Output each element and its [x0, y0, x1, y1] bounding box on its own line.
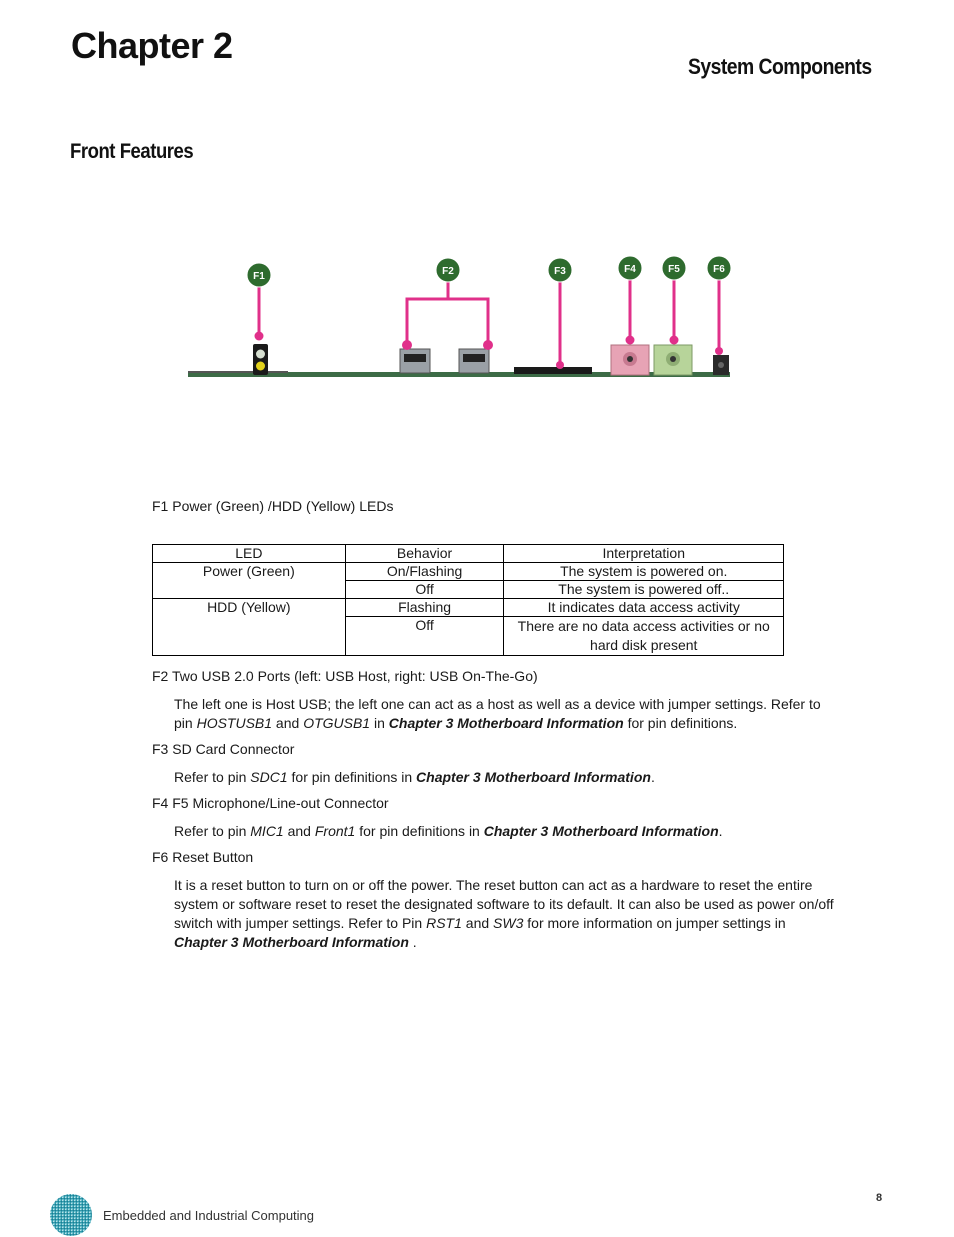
led-table — [152, 544, 784, 656]
f1-heading: F1 Power (Green) /HDD (Yellow) LEDs — [152, 498, 394, 514]
callout-f2 — [436, 258, 460, 282]
f3-description: Refer to pin SDC1 for pin definitions in Chapter 3 Motherboard Information. — [174, 769, 655, 785]
f45-heading: F4 F5 Microphone/Line-out Connector — [152, 795, 389, 811]
callout-f6 — [707, 256, 731, 280]
svg-text:F6: F6 — [713, 264, 725, 275]
table-cell-interp: It indicates data access activity — [504, 599, 784, 617]
company-logo — [49, 1193, 93, 1237]
table-cell-interp: The system is powered off.. — [504, 581, 784, 599]
page-number: 8 — [876, 1192, 883, 1204]
table-header-cell: LED — [153, 545, 346, 563]
callout-f5 — [662, 256, 686, 280]
section-title: System Components — [688, 54, 872, 79]
table-header-row — [153, 545, 784, 563]
table-cell-led: HDD (Yellow) — [153, 599, 346, 656]
f2-description: The left one is Host USB; the left one can act as a host as well as a device with jumper settings. Refer to pin HOSTUSB1 and OTGUSB1 in Chapter 3 Motherboard Information for pin definitions. — [174, 696, 821, 731]
table-cell-interp: The system is powered on. — [504, 563, 784, 581]
interp-line: There are no data access activities or no — [517, 618, 770, 634]
svg-text:F4: F4 — [624, 264, 636, 275]
table-cell-interp — [504, 617, 784, 656]
table-cell-behavior: Flashing — [345, 599, 504, 617]
f3-heading: F3 SD Card Connector — [152, 741, 295, 757]
svg-text:F1: F1 — [253, 271, 265, 282]
table-header-cell: Behavior — [345, 545, 504, 563]
table-cell-behavior: Off — [345, 617, 504, 656]
table-cell-behavior: Off — [345, 581, 504, 599]
table-cell-behavior: On/Flashing — [345, 563, 504, 581]
interp-line: hard disk present — [590, 637, 698, 653]
table-row — [153, 599, 784, 617]
table-cell-led: Power (Green) — [153, 563, 346, 599]
f6-heading: F6 Reset Button — [152, 849, 254, 865]
sd-card-slot — [514, 367, 592, 374]
subsection-title: Front Features — [70, 140, 194, 163]
front-panel-diagram — [186, 255, 746, 380]
table-row — [153, 563, 784, 581]
f2-heading: F2 Two USB 2.0 Ports (left: USB Host, right: USB On-The-Go) — [152, 668, 538, 684]
svg-text:F3: F3 — [554, 266, 566, 277]
callout-f1 — [247, 263, 271, 287]
f45-description: Refer to pin MIC1 and Front1 for pin definitions in Chapter 3 Motherboard Information. — [174, 823, 723, 839]
svg-text:F2: F2 — [442, 266, 454, 277]
svg-text:F5: F5 — [668, 264, 680, 275]
callout-f4 — [618, 256, 642, 280]
footer-text: Embedded and Industrial Computing — [103, 1208, 315, 1223]
table-header-cell: Interpretation — [504, 545, 784, 563]
f6-description: It is a reset button to turn on or off the power. The reset button can act as a hardware to reset the entire system or software reset to reset the designated software to its default. It can also be used as power on/off switch with jumper settings. Refer to Pin RST1 and SW3 for more information on jumper settings in Chapter 3 Motherboard Information . — [174, 877, 834, 950]
chapter-title: Chapter 2 — [71, 25, 233, 66]
callout-f3 — [548, 258, 572, 282]
